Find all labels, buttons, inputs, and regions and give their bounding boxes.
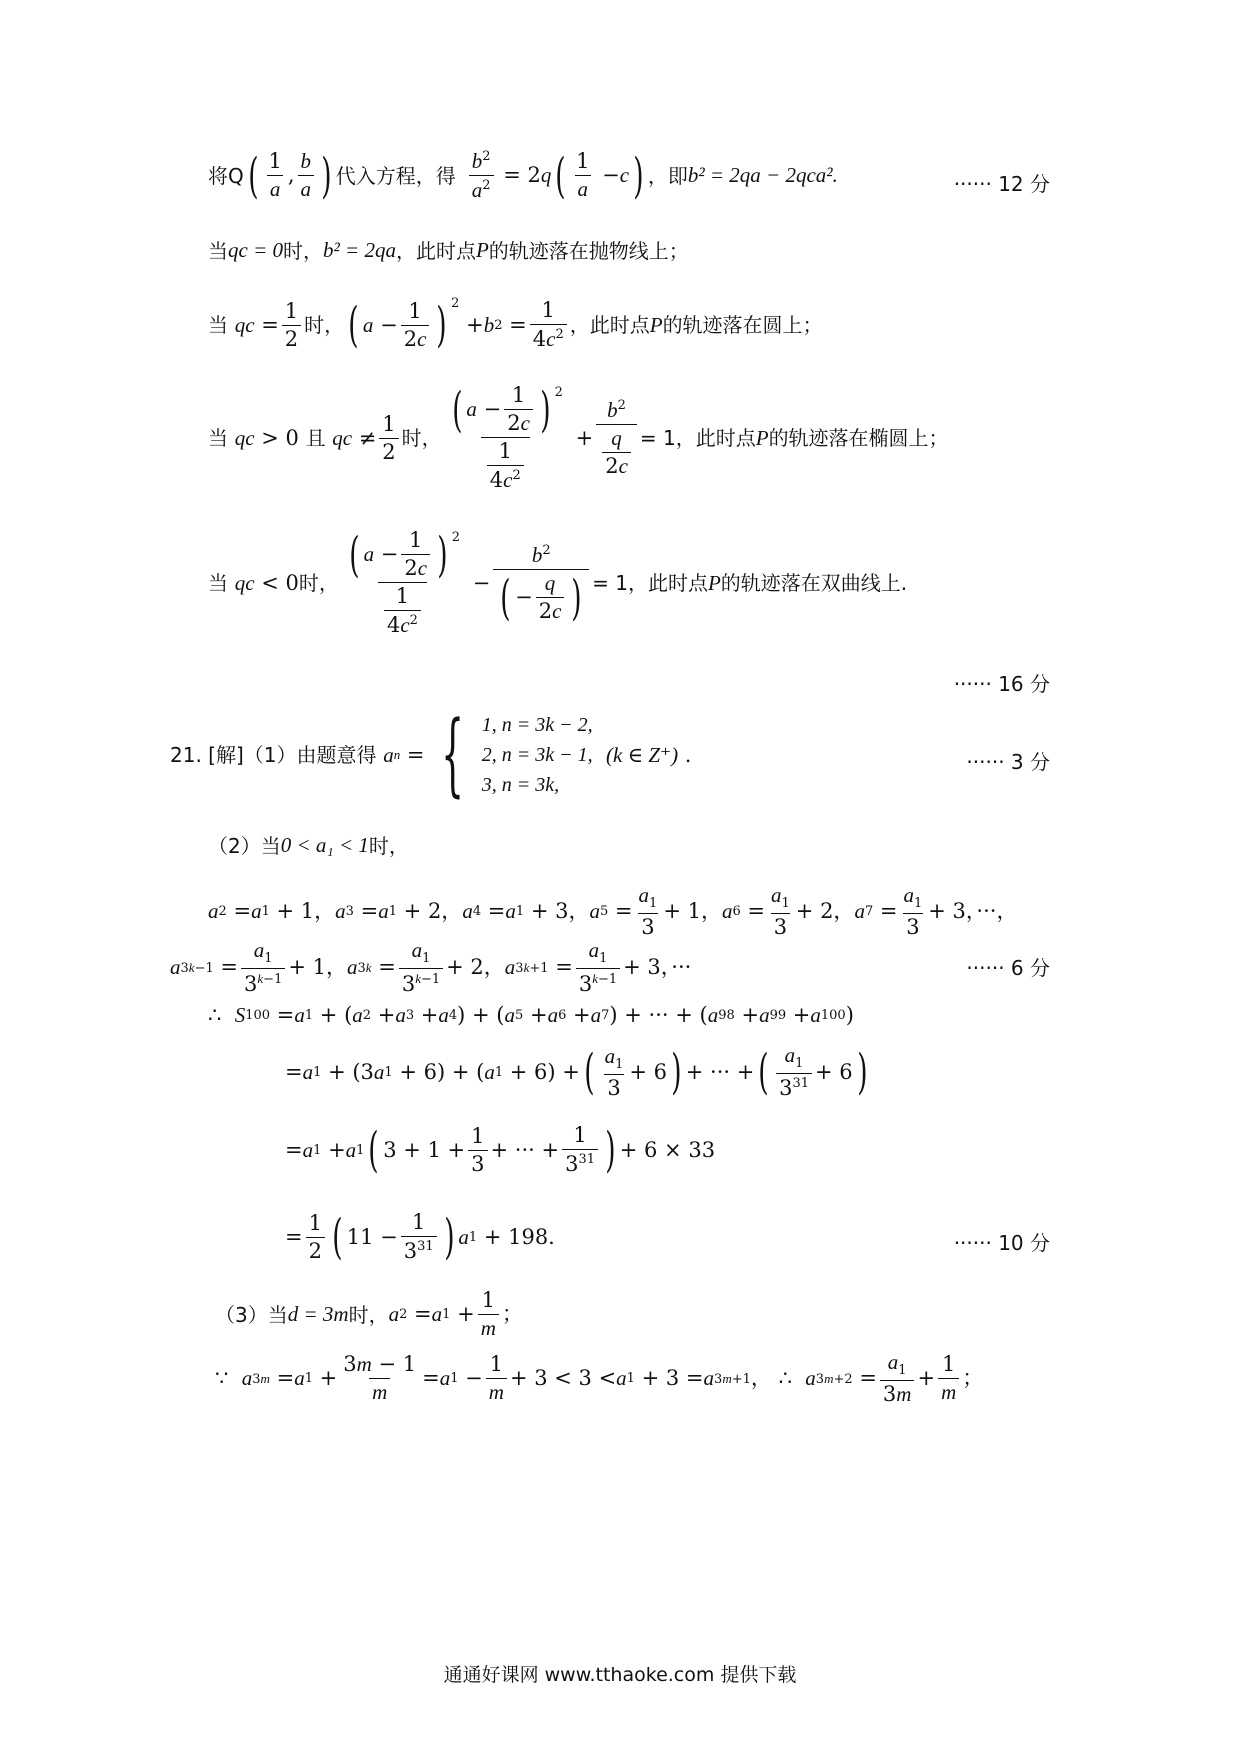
text: 且 (305, 426, 326, 450)
score-6: ······ 6 分 (966, 956, 1050, 980)
text: 时， (283, 238, 323, 263)
line-substitute-Q: 将Q ( $\frac{1}{a}$ , $\frac{b}{a}$ ) 代入方程，得 $\frac{b^2}{a^2}$ = 2 q ( $\frac{1}{a}$ − c ) ，即 b² = 2qa − 2qca². (208, 147, 838, 204)
text: 时， (348, 1302, 389, 1327)
text: 代入方程，得 (335, 163, 456, 188)
therefore-symbol: ∴ (778, 1366, 792, 1391)
text: 当 (208, 238, 228, 263)
point-P: P (475, 238, 489, 262)
text: ，此时点 (569, 313, 650, 337)
sum-line-4: = $\frac{1}{2}$ ( 11 − $\frac{1}{3^{31}}$ ) a 1 + 198. (285, 1209, 555, 1265)
condition: (k ∈ Z⁺) (605, 742, 679, 767)
sum-line-2: = a 1 + (3 a 1 + 6) + ( a 1 + 6) + ( $\frac{a_1}{3}$ + 6 ) + ··· + ( $\frac{a_1}{3^{31}}$ + 6 ) (285, 1043, 868, 1101)
sum-line-1: ∴ S 100 = a 1 + ( a 2 + a 3 + a 4 ) + ( a 5 + a 6 + a 7 ) + ··· + ( a 98 + a 99 + a 100 ) (208, 1003, 854, 1027)
text: 的轨迹落在抛物线上； (488, 238, 689, 263)
sum-line-3: = a 1 + a 1 ( 3 + 1 + $\frac{1}{3}$ + ··· + $\frac{1}{3^{31}}$ ) + 6 × 33 (285, 1122, 716, 1178)
point-P: P (755, 425, 769, 450)
line-case-qc-zero (208, 240, 1240, 261)
case-row: 3, n = 3k, (481, 774, 560, 796)
point-P: P (649, 312, 663, 337)
text: ，此时点 (395, 238, 476, 263)
because-symbol: ∵ (215, 1366, 229, 1391)
equation: b² = 2qa − 2qca². (687, 163, 838, 187)
score-10: ······ 10 分 (953, 1231, 1050, 1255)
line-case-ellipse: 当 qc > 0 且 qc ≠ $\frac{1}{2}$ 时， ( a − $\frac{1}{2c}$ ) $^2$ $\frac{1}{4c^2}$ + $\frac{b^2}{\frac{q}{2c}}$ = 1，此时点 P 的轨迹落在椭圆上； (208, 381, 949, 492)
sequence-terms-2: a 3k−1 = $\frac{a_1}{3^{k-1}}$ + 1， a 3k = $\frac{a_1}{3^{k-1}}$ + 2， a 3k+1 = $\frac{a_1}{3^{k-1}}$ + 3，··· (170, 938, 692, 997)
text: 将Q (208, 163, 244, 188)
case-row: 2, n = 3k − 1, (481, 744, 593, 766)
therefore-symbol: ∴ (208, 1003, 222, 1027)
condition: 0 < a₁ < 1 (280, 833, 369, 857)
score-12: ······ 12 分 (953, 172, 1050, 196)
question-head: 21. [解]（1）由题意得 (170, 743, 377, 767)
q21-part3-derivation: ∵ a 3m = a 1 + $\frac{3m - 1}{m}$ = a 1 − $\frac{1}{m}$ + 3 < 3 < a 1 + 3 = a 3m+1 ， ∴ a 3m+2 = $\frac{a_1}{3m}$ + $\frac{1}{m}$ ； (215, 1350, 984, 1407)
sequence-terms-1: a 2 = a 1 + 1， a 3 = a 1 + 2， a 4 = a 1 + 3， a 5 = $\frac{a_1}{3}$ + 1， a 6 = $\frac{a_1}{3}$ + 2， a 7 = $\frac{a_1}{3}$ + 3，···， (208, 883, 1018, 940)
text: 时， (368, 833, 409, 858)
footer-source: 通通好课网 www.tthaoke.com 提供下载 (443, 1664, 797, 1686)
text: （2）当 (208, 833, 281, 858)
line-case-hyperbola: 当 qc < 0 时， ( a − $\frac{1}{2c}$ ) $^2$ $\frac{1}{4c^2}$ − $b^2$ ( − $\frac{q}{2c}$ ) = 1，此时点 P 的轨迹落在双曲线上. (208, 526, 908, 637)
text: 的轨迹落在圆上； (662, 313, 823, 337)
equation: b² = 2qa (323, 238, 396, 262)
text: 的轨迹落在双曲线上. (720, 571, 908, 595)
q21-part1: 21. [解]（1）由题意得 a n = { 1, n = 3k − 2, 2, n = 3k − 1, 3, n = 3k, (k ∈ Z⁺) . (170, 702, 692, 807)
line-case-qc-half: 当 qc = $\frac{1}{2}$ 时， ( a − $\frac{1}{2c}$ ) $^2$ + b 2 = $\frac{1}{4c^2}$ ，此时点 P 的轨迹落在圆上； (208, 295, 823, 353)
condition: d = 3m (287, 1302, 349, 1326)
score-16: ······ 16 分 (953, 672, 1050, 696)
point-P: P (707, 570, 721, 595)
text: （3）当 (215, 1302, 288, 1327)
text: = 1，此时点 (592, 571, 708, 595)
q21-part2-head (208, 835, 1240, 856)
q21-part3-head: （3）当 d = 3m 时， a 2 = a 1 + $\frac{1}{m}$ ； (215, 1288, 523, 1340)
equation: qc = 0 (228, 238, 283, 262)
text: = 1，此时点 (639, 426, 756, 450)
score-3: ······ 3 分 (966, 750, 1050, 774)
case-row: 1, n = 3k − 2, (481, 714, 593, 736)
text: 的轨迹落在椭圆上； (768, 426, 949, 450)
text: ，即 (647, 163, 688, 188)
